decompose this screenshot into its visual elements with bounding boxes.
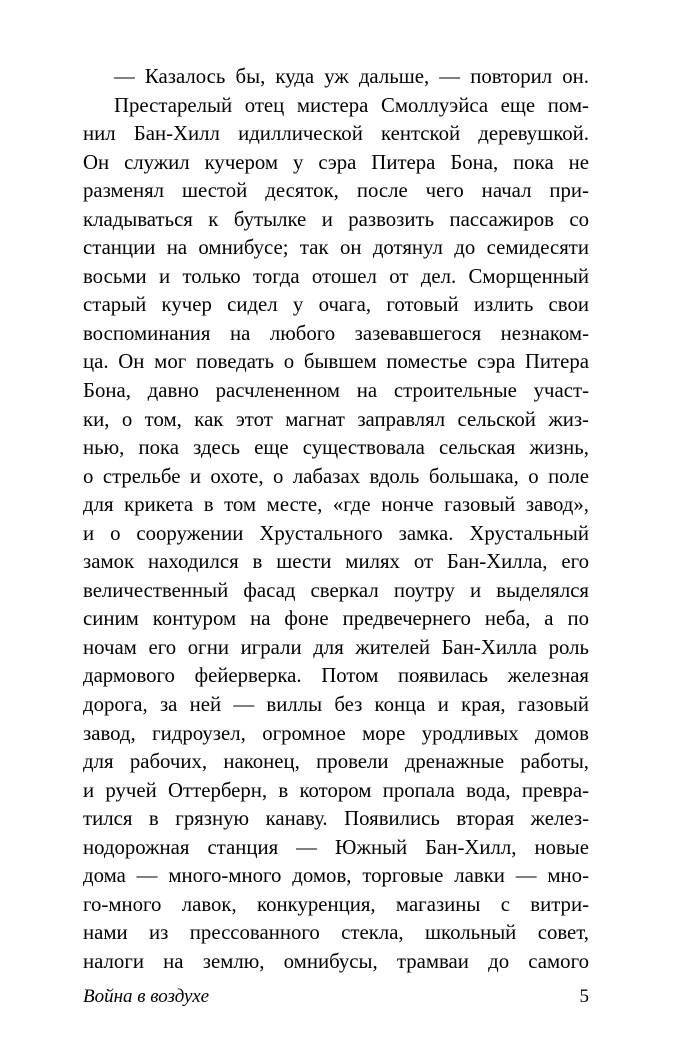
text-line: завод, гидроузел, огромное море уродливых домов (83, 721, 589, 745)
text-line: ца. Он мог поведать о бывшем поместье сэра Питера (83, 350, 589, 374)
text-line: синим контуром на фоне предвечернего неба, а по (83, 607, 589, 631)
text-line: нами из прессованного стекла, школьный совет, (83, 921, 589, 945)
text-line: для рабочих, наконец, провели дренажные работы, (83, 750, 589, 774)
text-line: и ручей Оттерберн, в котором пропала вода, превра- (83, 778, 589, 802)
text-line: воспоминания на любого зазевавшегося незнаком- (83, 321, 589, 345)
text-line: Престарелый отец мистера Смоллуэйса еще пом- (114, 93, 589, 117)
text-line: дорога, за ней — виллы без конца и края, газовый (83, 693, 589, 717)
text-line: разменял шестой десяток, после чего начал при- (83, 179, 589, 203)
body-text (83, 63, 589, 977)
text-line: дармового фейерверка. Потом появилась железная (83, 664, 589, 688)
text-line: величественный фасад сверкал поутру и выделялся (83, 578, 589, 602)
text-line: нодорожная станция — Южный Бан-Хилл, новые (83, 835, 589, 859)
text-line: восьми и только тогда отошел от дел. Сморщенный (83, 264, 589, 288)
text-line: для крикета в том месте, «где нонче газовый завод», (83, 493, 589, 517)
text-line: и о сооружении Хрустального замка. Хрустальный (83, 521, 589, 545)
text-line: старый кучер сидел у очага, готовый излить свои (83, 293, 589, 317)
text-line: Он служил кучером у сэра Питера Бона, пока не (83, 150, 589, 174)
text-line: о стрельбе и охоте, о лабазах вдоль большака, о поле (83, 464, 589, 488)
text-line: го-много лавок, конкуренция, магазины с витри- (83, 892, 589, 916)
text-line: тился в грязную канаву. Появились вторая желез- (83, 807, 589, 831)
text-line: дома — много-много домов, торговые лавки — мно- (83, 864, 589, 888)
running-footer-title: Война в воздухе (83, 986, 210, 1007)
text-line: налоги на землю, омнибусы, трамваи до самого (83, 949, 589, 973)
text-line: замок находился в шести милях от Бан-Хилла, его (83, 550, 589, 574)
text-line: ночам его огни играли для жителей Бан-Хилла роль (83, 635, 589, 659)
text-line: Бона, давно расчлененном на строительные участ- (83, 379, 589, 403)
page-number: 5 (579, 986, 589, 1007)
text-line: ки, о том, как этот магнат заправлял сельской жиз- (83, 407, 589, 431)
text-line: нью, пока здесь еще существовала сельская жизнь, (83, 436, 589, 460)
text-line: станции на омнибусе; так он дотянул до семидесяти (83, 236, 589, 260)
text-line: нил Бан-Хилл идиллической кентской деревушкой. (83, 122, 589, 146)
text-line: — Казалось бы, куда уж дальше, — повторил он. (114, 65, 589, 88)
text-line: кладываться к бутылке и развозить пассажиров со (83, 207, 589, 231)
